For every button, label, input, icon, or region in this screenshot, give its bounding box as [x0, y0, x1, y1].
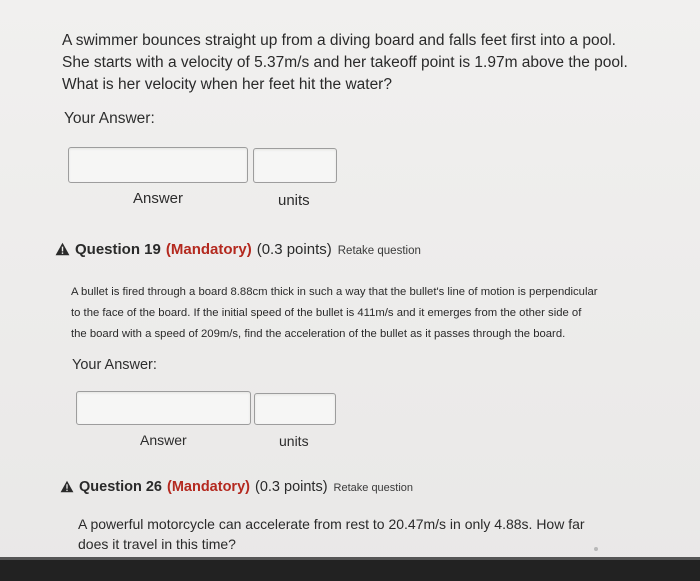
your-answer-label: Your Answer:	[64, 110, 155, 127]
screen-bottom-bezel	[0, 557, 700, 581]
answer-input[interactable]	[68, 147, 248, 183]
question-header	[55, 240, 421, 258]
question-text-line: to the face of the board. If the initial speed of the bullet is 411m/s and it emerges from the other side of	[71, 307, 582, 319]
units-input[interactable]	[254, 393, 336, 425]
answer-input[interactable]	[76, 391, 251, 425]
points-label: (0.3 points)	[254, 479, 328, 495]
units-input-label: units	[278, 192, 310, 209]
question-text-line: What is her velocity when her feet hit the water?	[62, 76, 392, 93]
question-number: Question 26	[79, 479, 162, 495]
retake-question-link[interactable]: Retake question	[337, 245, 421, 257]
retake-question-link[interactable]: Retake question	[333, 482, 414, 494]
question-text-line: does it travel in this time?	[78, 536, 236, 552]
question-text-line: A bullet is fired through a board 8.88cm thick in such a way that the bullet's line of motion is perpendicular	[71, 286, 598, 298]
answer-input-label: Answer	[140, 432, 187, 448]
units-input-label: units	[279, 433, 309, 449]
question-motorcycle	[78, 514, 658, 554]
warning-triangle-icon	[55, 242, 70, 260]
question-text-line: the board with a speed of 209m/s, find the acceleration of the bullet as it passes through the board.	[71, 328, 566, 340]
warning-triangle-icon	[60, 480, 74, 497]
decorative-dot	[594, 547, 598, 551]
question-number: Question 19	[75, 241, 161, 258]
points-label: (0.3 points)	[256, 241, 332, 258]
question-header	[60, 478, 413, 495]
question-text-line: A powerful motorcycle can accelerate from rest to 20.47m/s in only 4.88s. How far	[78, 516, 585, 532]
answer-input-label: Answer	[133, 190, 184, 207]
mandatory-label: (Mandatory)	[167, 479, 250, 495]
units-input[interactable]	[253, 148, 337, 183]
mandatory-label: (Mandatory)	[165, 241, 252, 258]
question-bullet	[71, 282, 671, 345]
question-swimmer	[62, 30, 682, 96]
question-text-line: A swimmer bounces straight up from a diving board and falls feet first into a pool.	[62, 32, 616, 49]
your-answer-label: Your Answer:	[72, 357, 157, 373]
question-text-line: She starts with a velocity of 5.37m/s and her takeoff point is 1.97m above the pool.	[62, 54, 628, 71]
